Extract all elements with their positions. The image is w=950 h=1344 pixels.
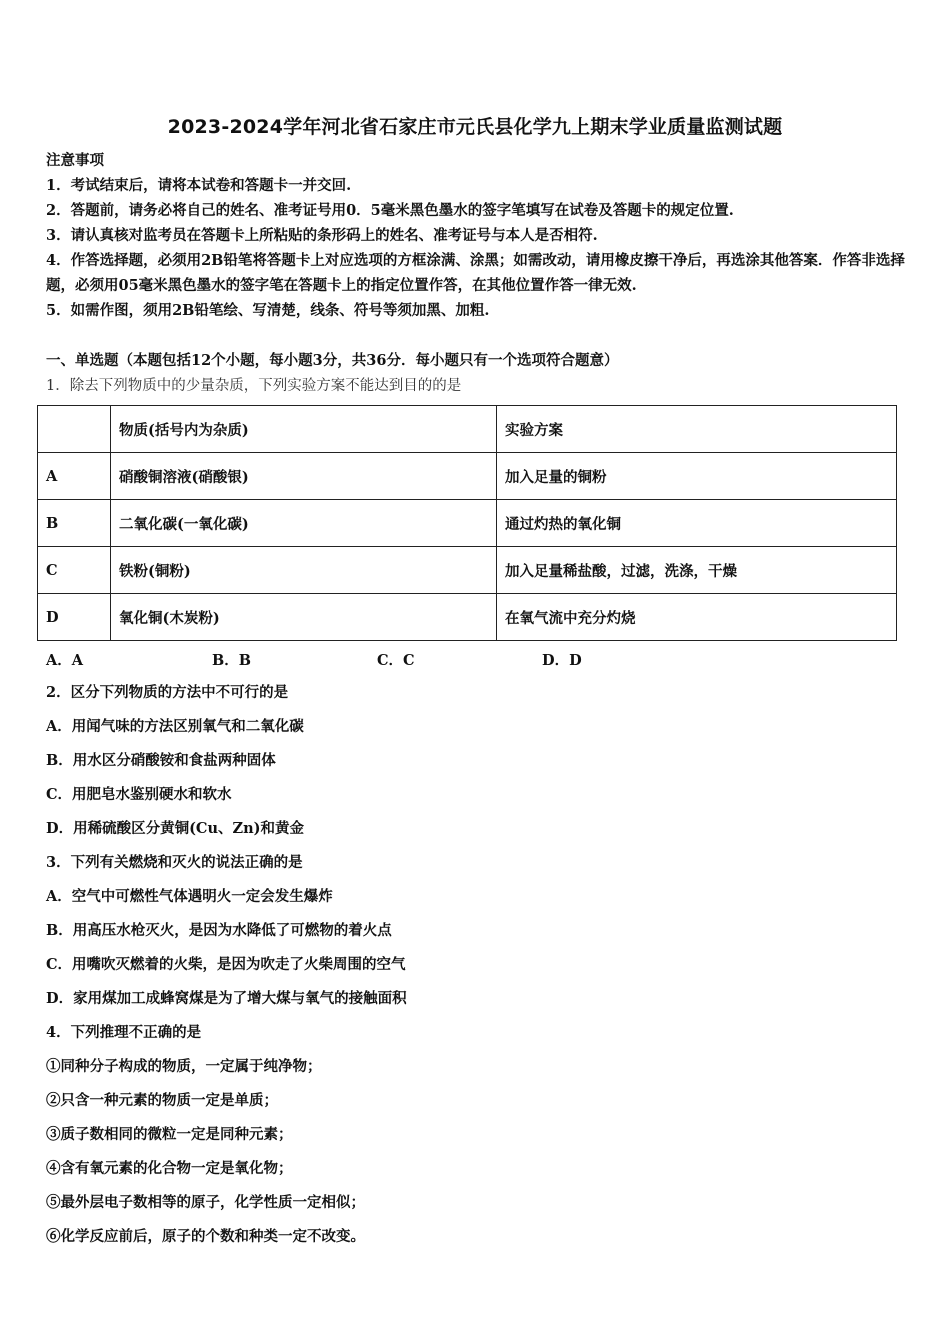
table-cell-substance: 铁粉(铜粉)	[111, 547, 497, 594]
question-3-stem: 3．下列有关燃烧和灭火的说法正确的是	[46, 854, 303, 871]
table-row	[38, 547, 897, 594]
question-4-item-3: ③质子数相同的微粒一定是同种元素；	[46, 1126, 293, 1143]
table-cell-substance: 二氧化碳(一氧化碳)	[111, 500, 497, 547]
table-cell-substance: 氧化铜(木炭粉)	[111, 594, 497, 641]
notice-item-3: 3．请认真核对监考员在答题卡上所粘贴的条形码上的姓名、准考证号与本人是否相符.	[46, 227, 598, 244]
question-2-option-a: A．用闻气味的方法区别氧气和二氧化碳	[46, 718, 304, 735]
table-cell-plan: 通过灼热的氧化铜	[497, 500, 897, 547]
notice-heading: 注意事项	[46, 152, 104, 169]
table-cell-plan: 在氧气流中充分灼烧	[497, 594, 897, 641]
table-header-row	[38, 406, 897, 453]
option-b: B．B	[212, 652, 252, 669]
question-1-table	[37, 405, 897, 641]
table-cell	[38, 406, 111, 453]
table-cell-label: C	[38, 547, 111, 594]
table-cell-plan: 加入足量的铜粉	[497, 453, 897, 500]
notice-item-2: 2．答题前，请务必将自己的姓名、准考证号用0．5毫米黑色墨水的签字笔填写在试卷及答题卡的规定位置.	[46, 202, 734, 219]
option-a: A．A	[46, 652, 84, 669]
question-4-stem: 4．下列推理不正确的是	[46, 1024, 202, 1041]
question-4-item-1: ①同种分子构成的物质，一定属于纯净物；	[46, 1058, 322, 1075]
option-c: C．C	[377, 652, 415, 669]
table-cell-label: B	[38, 500, 111, 547]
question-2-option-d: D．用稀硫酸区分黄铜(Cu、Zn)和黄金	[46, 820, 305, 837]
question-2-stem: 2．区分下列物质的方法中不可行的是	[46, 684, 289, 701]
table-cell-label: A	[38, 453, 111, 500]
question-4-item-2: ②只含一种元素的物质一定是单质；	[46, 1092, 278, 1109]
table-row	[38, 453, 897, 500]
notice-item-5: 5．如需作图，须用2B铅笔绘、写清楚，线条、符号等须加黑、加粗.	[46, 302, 490, 319]
notice-list	[46, 173, 906, 323]
table-cell-substance: 硝酸铜溶液(硝酸银)	[111, 453, 497, 500]
question-3-option-a: A．空气中可燃性气体遇明火一定会发生爆炸	[46, 888, 333, 905]
question-3-option-d: D．家用煤加工成蜂窝煤是为了增大煤与氧气的接触面积	[46, 990, 407, 1007]
exam-title: 2023-2024学年河北省石家庄市元氏县化学九上期末学业质量监测试题	[167, 116, 783, 138]
question-1-stem: 1．除去下列物质中的少量杂质，下列实验方案不能达到目的的是	[46, 378, 462, 394]
option-d: D．D	[542, 652, 582, 669]
table-cell-plan: 加入足量稀盐酸，过滤，洗涤，干燥	[497, 547, 897, 594]
question-4-item-5: ⑤最外层电子数相等的原子，化学性质一定相似；	[46, 1194, 365, 1211]
question-3-option-b: B．用高压水枪灭火，是因为水降低了可燃物的着火点	[46, 922, 392, 939]
question-4-item-6: ⑥化学反应前后，原子的个数和种类一定不改变。	[46, 1228, 365, 1245]
table-header-plan: 实验方案	[497, 406, 897, 453]
table-header-substance: 物质(括号内为杂质)	[111, 406, 497, 453]
table-row	[38, 594, 897, 641]
section-heading: 一、单选题（本题包括12个小题，每小题3分，共36分．每小题只有一个选项符合题意）	[46, 352, 619, 369]
notice-item-1: 1．考试结束后，请将本试卷和答题卡一并交回.	[46, 177, 352, 194]
table-row	[38, 500, 897, 547]
question-2-option-b: B．用水区分硝酸铵和食盐两种固体	[46, 752, 276, 769]
table-cell-label: D	[38, 594, 111, 641]
question-3-option-c: C．用嘴吹灭燃着的火柴，是因为吹走了火柴周围的空气	[46, 956, 406, 973]
question-4-item-4: ④含有氧元素的化合物一定是氧化物；	[46, 1160, 293, 1177]
question-2-option-c: C．用肥皂水鉴别硬水和软水	[46, 786, 232, 803]
notice-item-4: 4．作答选择题，必须用2B铅笔将答题卡上对应选项的方框涂满、涂黑；如需改动，请用橡皮擦干净后，再选涂其他答案．作答非选择题，必须用05毫米黑色墨水的签字笔在答题卡上的指定位置作答，在其他位置作答一律无效.	[46, 252, 905, 294]
